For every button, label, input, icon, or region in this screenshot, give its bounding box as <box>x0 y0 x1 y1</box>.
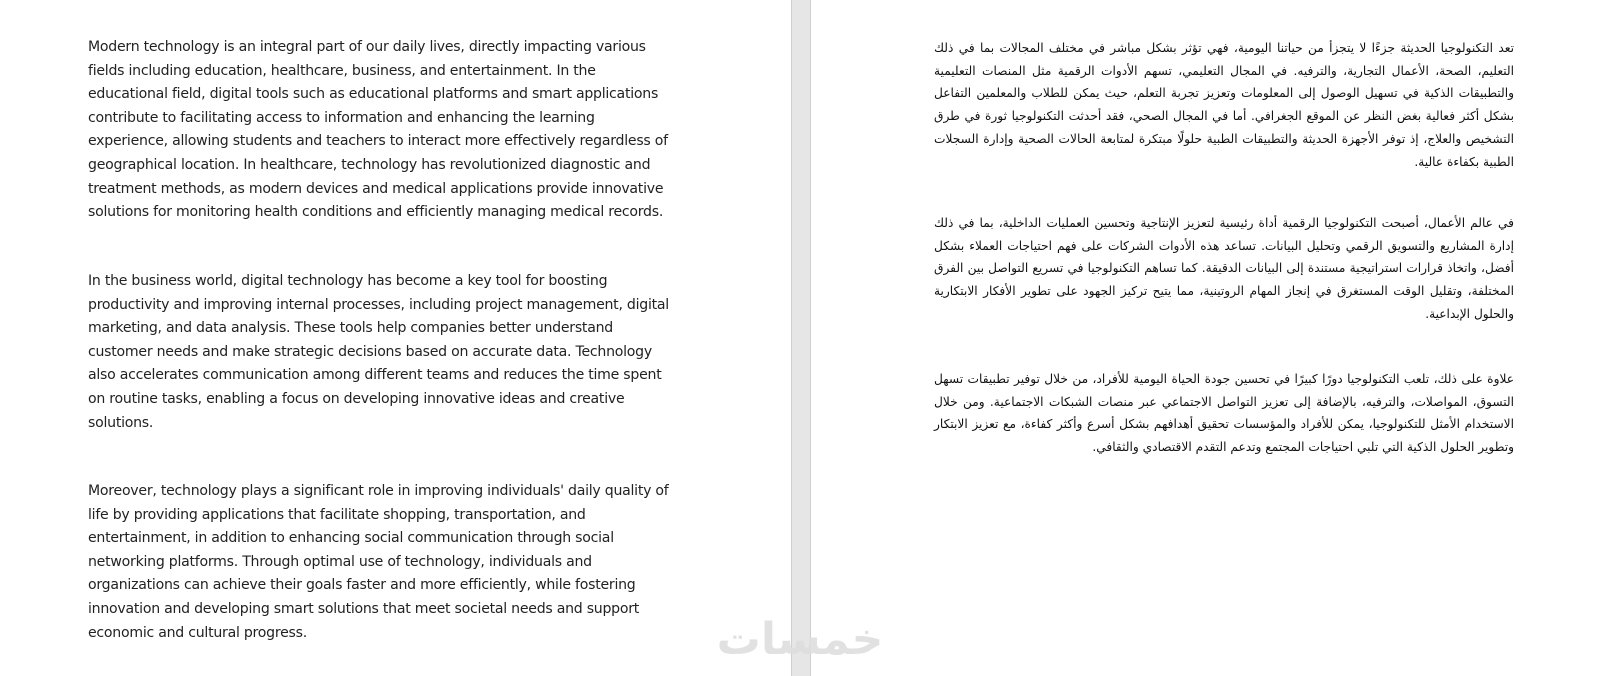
english-paragraph-2: In the business world, digital technology has become a key tool for boosting productivity and improving internal processes, including project management, digital marketing, and data analysis. These tools help companies better understand customer needs and make strategic decisions based on accurate data. Technology also accelerates communication among different teams and reduces the time spent on routine tasks, enabling a focus on developing innovative ideas and creative solutions. <box>88 273 669 431</box>
english-paragraph-3: Moreover, technology plays a significant role in improving individuals' daily quality of life by providing applications that facilitate shopping, transportation, and entertainment, in addition to enhancing social communication through social networking platforms. Through optimal use of technology, individuals and organizations can achieve their goals faster and more efficiently, while fostering innovation and developing smart solutions that meet societal needs and support economic and cultural progress. <box>88 483 669 641</box>
english-paragraph-1: Modern technology is an integral part of our daily lives, directly impacting various fields including education, healthcare, business, and entertainment. In the educational field, digital tools such as educational platforms and smart applications contribute to facilitating access to information and enhancing the learning experience, allowing students and teachers to interact more effectively regardless of geographical location. In healthcare, technology has revolutionized diagnostic and treatment methods, as modern devices and medical applications provide innovative solutions for monitoring health conditions and efficiently managing medical records. <box>88 39 668 221</box>
watermark-text: خمسات <box>716 614 884 665</box>
arabic-paragraph-3: علاوة على ذلك، تلعب التكنولوجيا دورًا كبيرًا في تحسين جودة الحياة اليومية للأفراد، من خلال توفير تطبيقات تسهل التسوق، المواصلات، والترفيه، بالإضافة إلى تعزيز التواصل الاجتماعي عبر منصات الشبكات الاجتماعية. ومن خلال الاستخدام الأمثل للتكنولوجيا، يمكن للأفراد والمؤسسات تحقيق أهدافهم بشكل أسرع وأكثر كفاءة، مع تعزيز الابتكار وتطوير الحلول الذكية التي تلبي احتياجات المجتمع وتدعم التقدم الاقتصادي والثقافي. <box>934 372 1514 455</box>
page-divider <box>791 0 811 676</box>
english-page <box>0 0 791 676</box>
page-divider-edge-left <box>791 0 792 676</box>
arabic-paragraph-1: تعد التكنولوجيا الحديثة جزءًا لا يتجزأ من حياتنا اليومية، فهي تؤثر بشكل مباشر في مختلف المجالات بما في ذلك التعليم، الصحة، الأعمال التجارية، والترفيه. في المجال التعليمي، تسهم الأدوات الرقمية مثل المنصات التعليمية والتطبيقات الذكية في تسهيل الوصول إلى المعلومات وتعزيز تجربة التعلم، حيث يمكن للطلاب والمعلمين التفاعل بشكل أكثر فعالية بغض النظر عن الموقع الجغرافي. أما في المجال الصحي، فقد أحدثت التكنولوجيا ثورة في طرق التشخيص والعلاج، إذ توفر الأجهزة الحديثة والتطبيقات الطبية حلولًا مبتكرة لمتابعة الحالات الصحية وإدارة السجلات الطبية بكفاءة عالية. <box>934 41 1514 169</box>
khamsat-watermark <box>700 612 900 672</box>
arabic-paragraph-2: في عالم الأعمال، أصبحت التكنولوجيا الرقمية أداة رئيسية لتعزيز الإنتاجية وتحسين العمليات الداخلية، بما في ذلك إدارة المشاريع والتسويق الرقمي وتحليل البيانات. تساعد هذه الأدوات الشركات على فهم احتياجات العملاء بشكل أفضل، واتخاذ قرارات استراتيجية مستندة إلى البيانات الدقيقة. كما تساهم التكنولوجيا في تسريع التواصل بين الفرق المختلفة، وتقليل الوقت المستغرق في إنجاز المهام الروتينية، مما يتيح تركيز الجهود على تطوير الأفكار الابتكارية والحلول الإبداعية. <box>934 216 1514 321</box>
